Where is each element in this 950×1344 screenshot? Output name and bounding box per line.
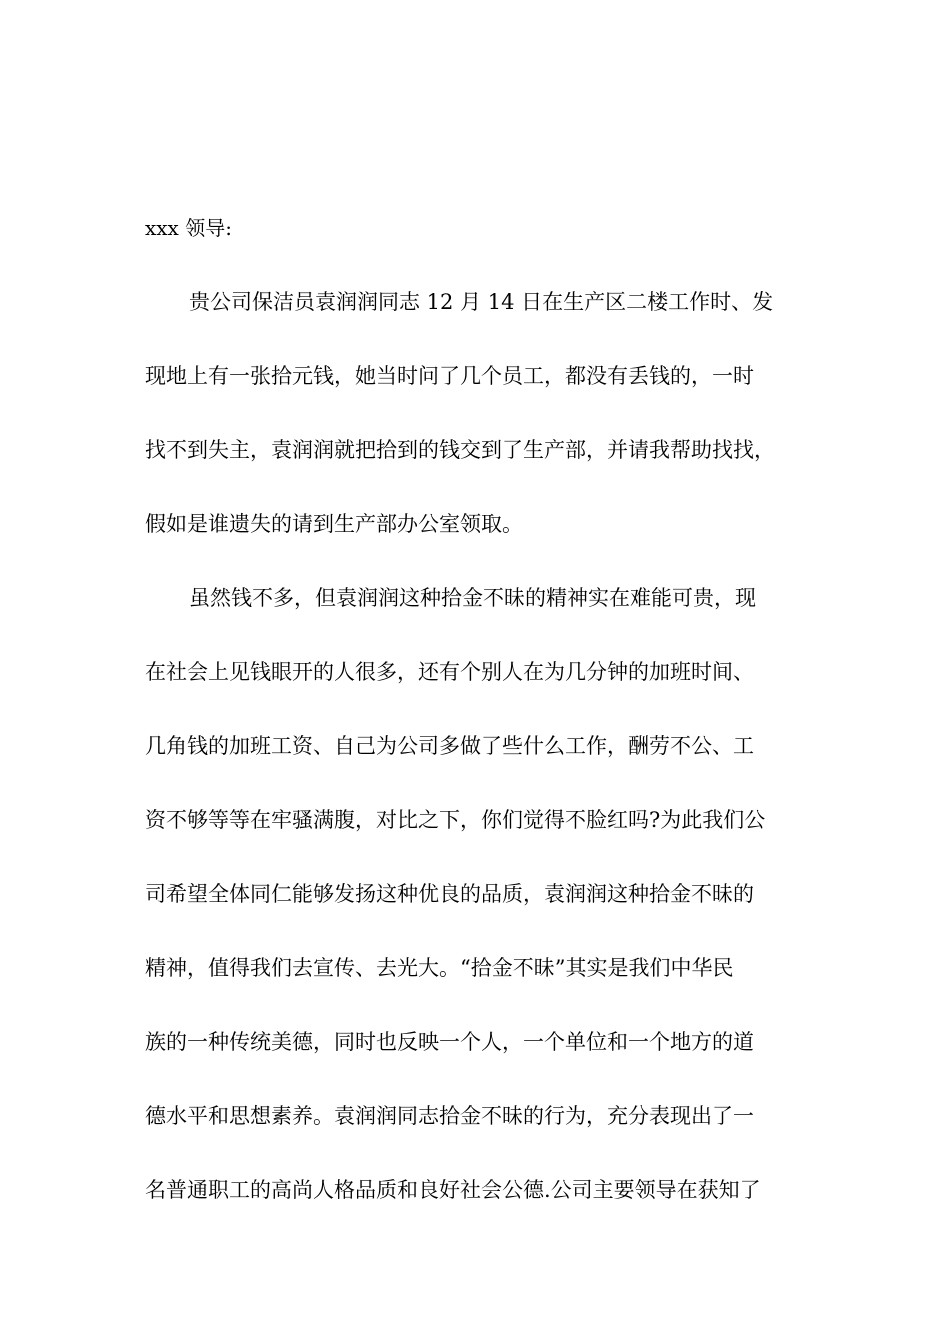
paragraph-2-line-5: 司希望全体同仁能够发扬这种优良的品质，袁润润这种拾金不昧的 [145,882,754,906]
paragraph-1-line-4: 假如是谁遗失的请到生产部办公室领取。 [145,512,523,536]
salutation: xxx 领导: [145,216,232,240]
paragraph-2-line-4: 资不够等等在牢骚满腹，对比之下，你们觉得不脸红吗?为此我们公 [145,808,766,832]
paragraph-2-line-2: 在社会上见钱眼开的人很多，还有个别人在为几分钟的加班时间、 [145,660,754,684]
paragraph-2-line-6: 精神，值得我们去宣传、去光大。“拾金不昧”其实是我们中华民 [145,956,734,980]
paragraph-1-line-1: 贵公司保洁员袁润润同志 12 月 14 日在生产区二楼工作时、发 [189,290,774,314]
paragraph-1-line-3: 找不到失主，袁润润就把拾到的钱交到了生产部，并请我帮助找找， [145,438,775,462]
paragraph-2-line-8: 德水平和思想素养。袁润润同志拾金不昧的行为，充分表现出了一 [145,1104,754,1128]
paragraph-2-line-1: 虽然钱不多，但袁润润这种拾金不昧的精神实在难能可贵，现 [189,586,756,610]
paragraph-1-line-2: 现地上有一张拾元钱，她当时问了几个员工，都没有丢钱的，一时 [145,364,754,388]
paragraph-2-line-3: 几角钱的加班工资、自己为公司多做了些什么工作，酬劳不公、工 [145,734,754,758]
paragraph-2-line-9: 名普通职工的高尚人格品质和良好社会公德.公司主要领导在获知了 [145,1178,761,1202]
paragraph-2-line-7: 族的一种传统美德，同时也反映一个人，一个单位和一个地方的道 [145,1030,754,1054]
